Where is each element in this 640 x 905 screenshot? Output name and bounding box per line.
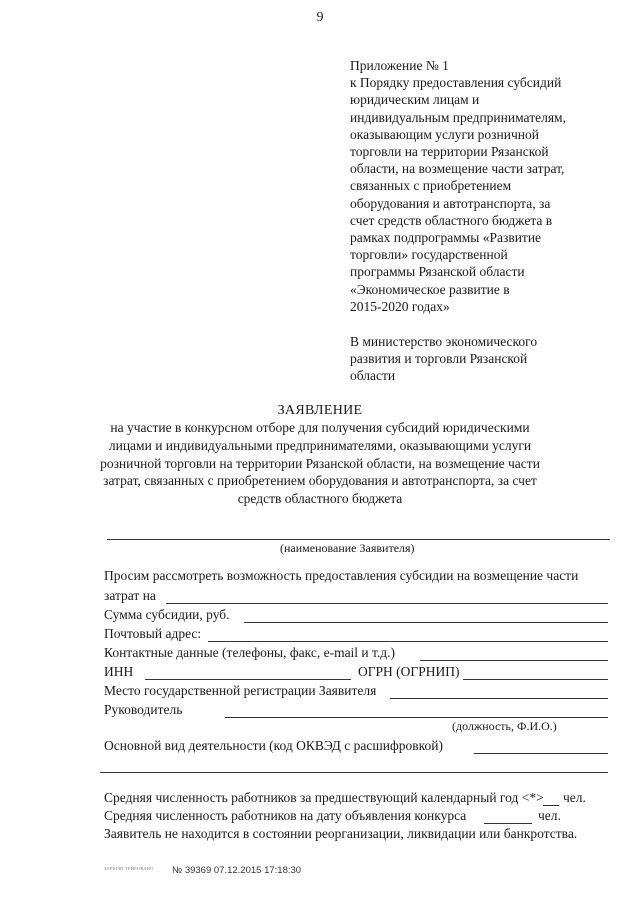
appendix-line: 2015-2020 годах» <box>350 298 450 314</box>
recipient-block <box>350 333 620 385</box>
employees-prev-year-label: Средняя численность работников за предшествующий календарный год <*> <box>104 790 544 805</box>
inn-field[interactable] <box>145 679 351 680</box>
recipient-line: области <box>350 368 396 384</box>
main-activity-label: Основной вид деятельности (код ОКВЭД с расшифровкой) <box>104 738 443 753</box>
appendix-line: рамках подпрограммы «Развитие <box>350 230 542 246</box>
postal-address-label: Почтовый адрес: <box>104 626 202 641</box>
appendix-line: связанных с приобретением <box>350 178 512 194</box>
request-line-2: затрат на <box>104 588 156 603</box>
applicant-name-field[interactable] <box>107 539 610 540</box>
appendix-line: оказывающим услуги розничной <box>350 126 539 142</box>
employees-prev-year-unit: чел. <box>563 790 586 805</box>
director-field[interactable] <box>225 717 608 718</box>
registration-stamp: № 39369 07.12.2015 17:18:30 <box>172 865 302 876</box>
appendix-line: юридическим лицам и <box>350 92 480 108</box>
registration-small-print: ЗАРЕГИСТРИРОВАНО <box>104 866 154 871</box>
main-activity-field[interactable] <box>474 753 608 754</box>
appendix-line: индивидуальным предпринимателям, <box>350 109 566 125</box>
purpose-line: лицами и индивидуальными предпринимателями, оказывающими услуги <box>108 437 532 453</box>
appendix-line: к Порядку предоставления субсидий <box>350 75 562 91</box>
appendix-line: оборудования и автотранспорта, за <box>350 195 551 211</box>
application-purpose <box>80 419 560 508</box>
purpose-line: затрат, связанных с приобретением оборудования и автотранспорта, за счет <box>103 473 537 489</box>
contacts-label: Контактные данные (телефоны, факс, e-mail и т.д.) <box>104 645 396 660</box>
director-caption: (должность, Ф.И.О.) <box>452 719 557 733</box>
subsidy-amount-label: Сумма субсидии, руб. <box>104 607 230 622</box>
applicant-name-caption: (наименование Заявителя) <box>280 541 415 555</box>
registration-place-label: Место государственной регистрации Заявителя <box>104 683 377 698</box>
employees-prev-year-field[interactable] <box>543 805 559 806</box>
costs-field[interactable] <box>166 603 608 604</box>
appendix-line: торговли» государственной <box>350 247 508 263</box>
purpose-line: розничной торговли на территории Рязанской области, на возмещение части <box>100 455 540 471</box>
appendix-line: торговли на территории Рязанской <box>350 144 549 160</box>
page-number: 9 <box>316 10 324 25</box>
postal-address-field[interactable] <box>208 641 608 642</box>
ogrn-field[interactable] <box>463 679 608 680</box>
subsidy-amount-field[interactable] <box>244 622 608 623</box>
ogrn-label: ОГРН (ОГРНИП) <box>358 664 460 679</box>
inn-label: ИНН <box>104 664 134 679</box>
recipient-line: развития и торговли Рязанской <box>350 351 528 367</box>
employees-contest-date-label: Средняя численность работников на дату объявления конкурса <box>104 808 467 823</box>
request-line-1: Просим рассмотреть возможность предоставления субсидии на возмещение части <box>104 568 579 583</box>
appendix-line: «Экономическое развитие в <box>350 281 510 297</box>
appendix-line: Приложение № 1 <box>350 58 449 73</box>
recipient-line: В министерство экономического <box>350 334 538 349</box>
main-activity-field-extra[interactable] <box>100 772 608 773</box>
appendix-line: программы Рязанской области <box>350 264 525 280</box>
status-statement: Заявитель не находится в состоянии реорганизации, ликвидации или банкротства. <box>104 826 578 841</box>
employees-contest-date-unit: чел. <box>538 808 561 823</box>
director-label: Руководитель <box>104 702 183 717</box>
purpose-line: на участие в конкурсном отборе для получения субсидий юридическими <box>110 420 530 435</box>
registration-place-field[interactable] <box>390 698 608 699</box>
appendix-line: области, на возмещение части затрат, <box>350 161 565 177</box>
employees-contest-date-field[interactable] <box>484 823 532 824</box>
document-title: ЗАЯВЛЕНИЕ <box>277 403 363 418</box>
appendix-line: счет средств областного бюджета в <box>350 212 553 228</box>
contacts-field[interactable] <box>420 660 608 661</box>
appendix-block <box>350 57 620 315</box>
purpose-line: средств областного бюджета <box>237 491 403 507</box>
